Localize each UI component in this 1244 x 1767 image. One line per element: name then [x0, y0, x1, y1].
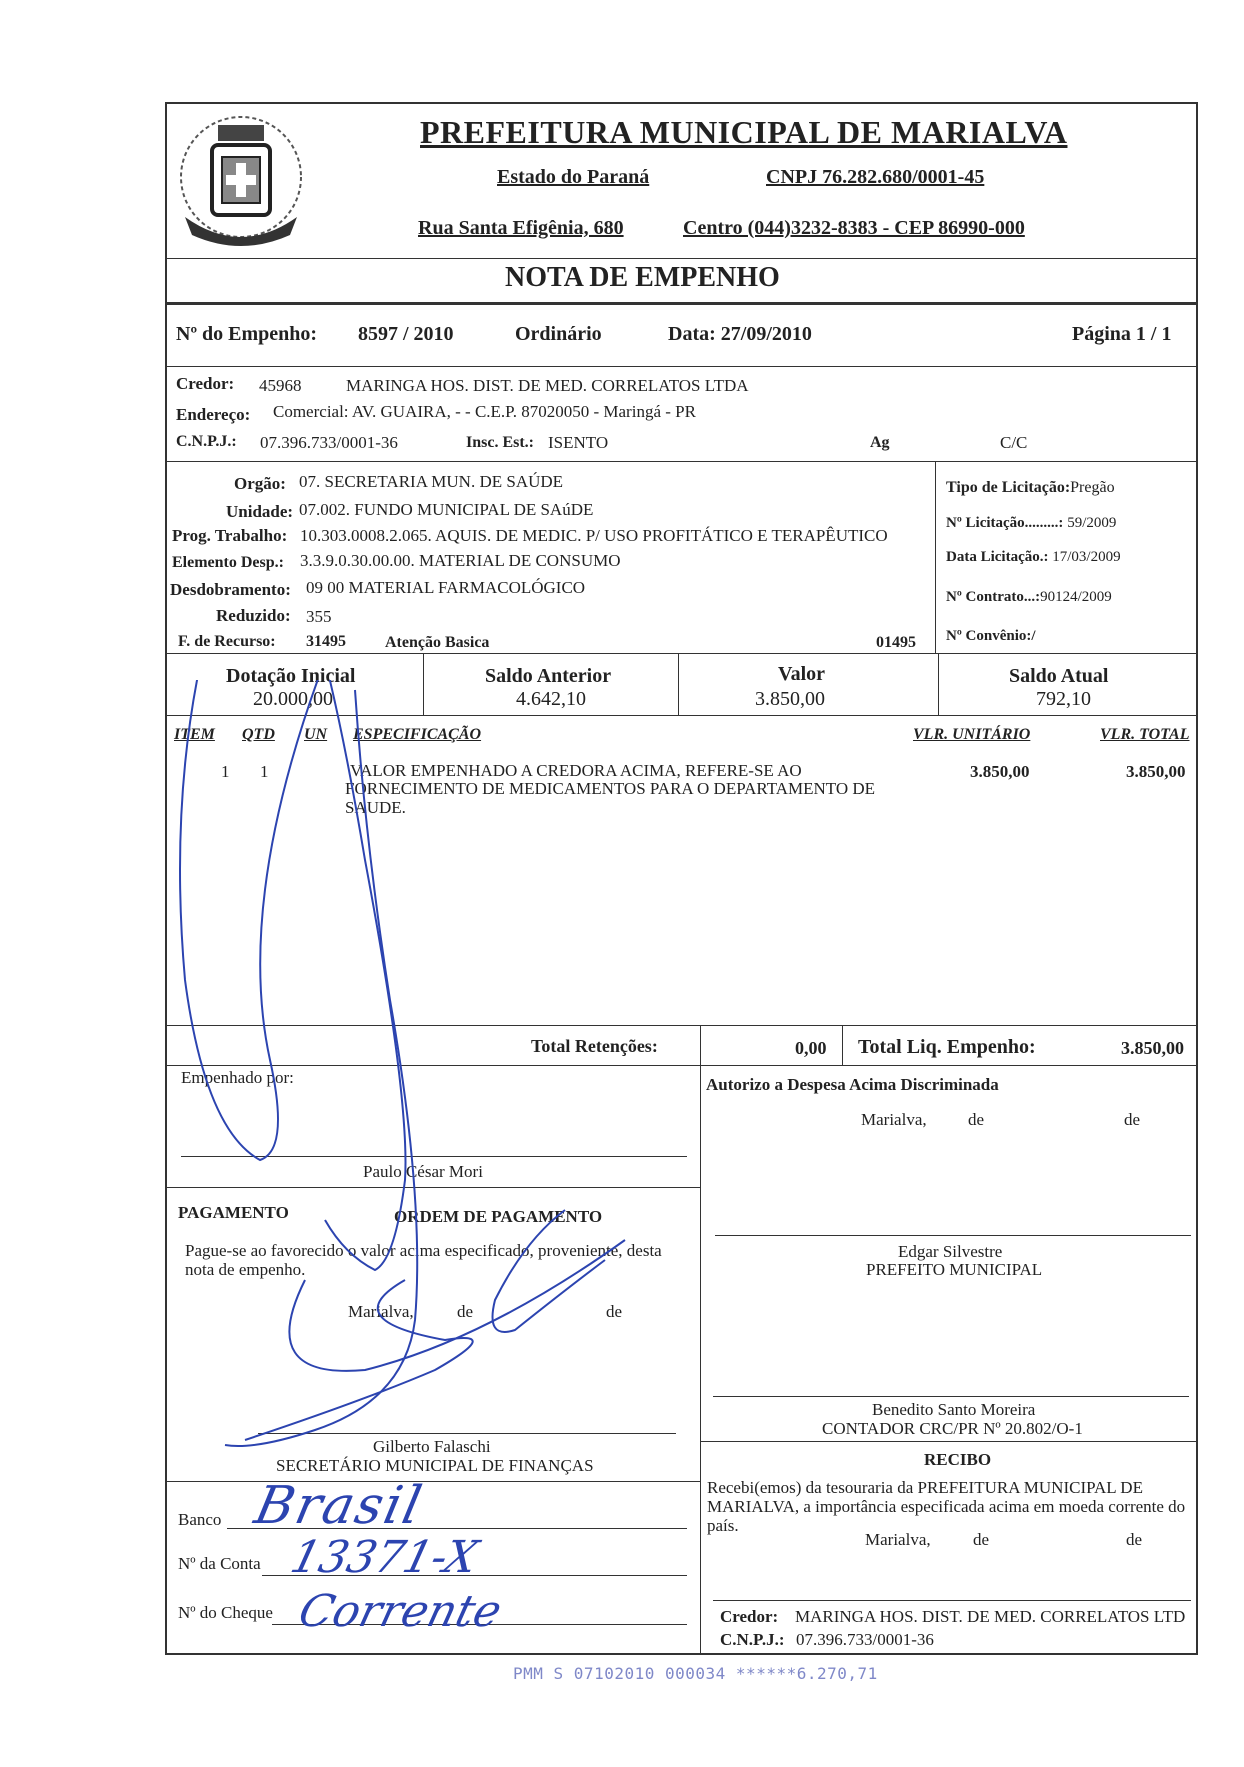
- divider: [935, 461, 936, 653]
- unidade-label: Unidade:: [226, 502, 294, 521]
- recurso-code: 01495: [876, 634, 916, 651]
- dotacao-label: Dotação Inicial: [226, 665, 356, 687]
- cc-label: C/C: [1000, 433, 1028, 452]
- retencoes-value: 0,00: [795, 1038, 827, 1058]
- col-un-header: UN: [304, 726, 328, 743]
- recibo-credor: MARINGA HOS. DIST. DE MED. CORRELATOS LTD: [795, 1607, 1186, 1626]
- header-title: PREFEITURA MUNICIPAL DE MARIALVA: [420, 114, 1068, 150]
- licit-num-label: [946, 515, 1116, 532]
- credor-label: Credor:: [176, 374, 235, 393]
- valor-value: 3.850,00: [755, 688, 825, 710]
- elemento-label: Elemento Desp.:: [172, 554, 284, 571]
- desdob-label: Desdobramento:: [170, 580, 291, 599]
- autorizo-de-2: de: [1124, 1110, 1141, 1129]
- contrato-value: 90124/2009: [1040, 589, 1112, 605]
- pagamento-de-1: de: [457, 1302, 474, 1321]
- secretario-role: SECRETÁRIO MUNICIPAL DE FINANÇAS: [276, 1456, 594, 1475]
- licit-data-label: [946, 549, 1121, 566]
- col-qtd-header: QTD: [242, 726, 275, 743]
- contrato-label: [946, 589, 1112, 606]
- pagamento-label: PAGAMENTO: [178, 1203, 289, 1222]
- credor-cnpj: 07.396.733/0001-36: [260, 433, 398, 452]
- header-address: Rua Santa Efigênia, 680: [418, 217, 624, 239]
- banco-label: Banco: [178, 1510, 222, 1529]
- saldo-atual-label: Saldo Atual: [1009, 665, 1109, 687]
- convenio-label: Nº Convênio:/: [946, 628, 1036, 644]
- recibo-cnpj: 07.396.733/0001-36: [796, 1630, 934, 1649]
- credor-code: 45968: [259, 376, 302, 395]
- recibo-de-2: de: [1126, 1530, 1143, 1549]
- credor-address: Comercial: AV. GUAIRA, - - C.E.P. 87020050 - Maringá - PR: [273, 402, 696, 421]
- contrato-label-text: Nº Contrato...:: [946, 589, 1041, 605]
- recibo-text-2: MARIALVA, a importância especificada acima em moeda corrente do: [707, 1497, 1186, 1516]
- divider: [165, 653, 1198, 654]
- divider: [842, 1025, 843, 1065]
- col-vtotal-header: VLR. TOTAL: [1100, 726, 1190, 743]
- prefeito-name: Edgar Silvestre: [898, 1242, 1003, 1261]
- contador-name: Benedito Santo Moreira: [872, 1400, 1036, 1419]
- recurso-value: 31495: [306, 633, 346, 650]
- autorizo-place: Marialva,: [861, 1110, 927, 1129]
- orgao-label: Orgão:: [234, 474, 286, 493]
- recibo-cnpj-label: C.N.P.J.:: [720, 1630, 785, 1649]
- autorizo-de-1: de: [968, 1110, 985, 1129]
- divider: [700, 1441, 1198, 1442]
- saldo-anterior-label: Saldo Anterior: [485, 665, 612, 687]
- empenho-page: Página 1 / 1: [1072, 323, 1172, 345]
- pagamento-text-2: nota de empenho.: [185, 1260, 306, 1279]
- divider: [938, 653, 939, 715]
- handwritten-cheque: Corrente: [293, 1586, 507, 1637]
- licit-data-label-text: Data Licitação.:: [946, 549, 1049, 565]
- col-esp-header: ESPECIFICAÇÃO: [353, 726, 482, 743]
- orgao-value: 07. SECRETARIA MUN. DE SAÚDE: [299, 472, 564, 491]
- empenho-number: 8597 / 2010: [358, 323, 454, 345]
- cheque-label: Nº do Cheque: [178, 1603, 273, 1622]
- signature-scribble: [165, 680, 705, 1460]
- row-item: 1: [221, 762, 230, 781]
- desdob-value: 09 00 MATERIAL FARMACOLÓGICO: [306, 578, 586, 597]
- handwritten-conta: 13371-X: [285, 1532, 483, 1583]
- liquido-label: Total Liq. Empenho:: [858, 1036, 1036, 1058]
- divider: [165, 461, 1198, 462]
- address-label: Endereço:: [176, 405, 251, 424]
- prefeito-role: PREFEITO MUNICIPAL: [866, 1260, 1043, 1279]
- recibo-text-1: Recebi(emos) da tesouraria da PREFEITURA MUNICIPAL DE: [707, 1478, 1143, 1497]
- ag-label: Ag: [870, 434, 890, 451]
- recurso-label: F. de Recurso:: [178, 633, 276, 650]
- col-vunit-header: VLR. UNITÁRIO: [913, 726, 1031, 743]
- retencoes-label: Total Retenções:: [531, 1036, 658, 1056]
- licit-tipo-label-text: Tipo de Licitação:: [946, 479, 1071, 496]
- machine-stamp: PMM S 07102010 000034 ******6.270,71: [513, 1664, 878, 1683]
- licit-tipo-value: Pregão: [1070, 479, 1115, 496]
- row-vtotal: 3.850,00: [1126, 762, 1186, 781]
- row-desc-2: FORNECIMENTO DE MEDICAMENTOS PARA O DEPARTAMENTO DE: [345, 779, 876, 798]
- dotacao-value: 20.000,00: [253, 688, 333, 710]
- recibo-credor-label: Credor:: [720, 1607, 779, 1626]
- empenhado-label: Empenhado por:: [181, 1068, 294, 1087]
- divider: [165, 302, 1198, 305]
- prog-value: 10.303.0008.2.065. AQUIS. DE MEDIC. P/ USO PROFITÁTICO E TERAPÊUTICO: [300, 526, 888, 545]
- pagamento-text-1: Pague-se ao favorecido o valor acima especificado, proveniente, desta: [185, 1241, 662, 1260]
- empenho-type: Ordinário: [515, 323, 602, 345]
- recibo-de-1: de: [973, 1530, 990, 1549]
- licit-num-value: 59/2009: [1067, 515, 1117, 531]
- insc-label: Insc. Est.:: [466, 434, 535, 451]
- licit-num-label-text: Nº Licitação.........:: [946, 515, 1064, 531]
- signature-line: [715, 1235, 1191, 1236]
- prog-label: Prog. Trabalho:: [172, 526, 288, 545]
- row-qtd: 1: [260, 762, 269, 781]
- ordem-label: ORDEM DE PAGAMENTO: [394, 1207, 603, 1226]
- recibo-text-3: país.: [707, 1516, 739, 1535]
- secretario-name: Gilberto Falaschi: [373, 1437, 491, 1456]
- row-vunit: 3.850,00: [970, 762, 1030, 781]
- licit-tipo-label: [946, 479, 1115, 497]
- contador-role: CONTADOR CRC/PR Nº 20.802/O-1: [822, 1419, 1083, 1438]
- saldo-anterior-value: 4.642,10: [516, 688, 586, 710]
- saldo-atual-value: 792,10: [1036, 688, 1091, 710]
- recibo-place: Marialva,: [865, 1530, 931, 1549]
- empenho-date: Data: 27/09/2010: [668, 323, 812, 345]
- autorizo-label: Autorizo a Despesa Acima Discriminada: [706, 1075, 999, 1094]
- unidade-value: 07.002. FUNDO MUNICIPAL DE SAúDE: [299, 500, 594, 519]
- divider: [165, 1481, 700, 1482]
- valor-label: Valor: [778, 663, 826, 685]
- handwritten-banco: Brasil: [249, 1476, 429, 1536]
- signature-line: [713, 1396, 1189, 1397]
- header-state: Estado do Paraná: [497, 166, 650, 188]
- signature-line: [713, 1600, 1191, 1601]
- pagamento-place: Marialva,: [348, 1302, 414, 1321]
- row-desc-3: SAUDE.: [345, 798, 406, 817]
- divider: [165, 258, 1198, 259]
- document-title: NOTA DE EMPENHO: [505, 262, 780, 293]
- liquido-value: 3.850,00: [1121, 1038, 1184, 1058]
- empenho-number-label: Nº do Empenho:: [176, 323, 318, 345]
- recurso-desc: Atenção Basica: [385, 634, 490, 651]
- divider: [165, 366, 1198, 367]
- pagamento-de-2: de: [606, 1302, 623, 1321]
- header-address-rest: Centro (044)3232-8383 - CEP 86990-000: [683, 217, 1025, 239]
- cnpj-label: C.N.P.J.:: [176, 433, 237, 450]
- row-desc-1: VALOR EMPENHADO A CREDORA ACIMA, REFERE-SE AO: [350, 761, 802, 780]
- conta-label: Nº da Conta: [178, 1554, 261, 1573]
- credor-insc: ISENTO: [548, 433, 609, 452]
- licit-data-value: 17/03/2009: [1052, 549, 1121, 565]
- col-item-header: ITEM: [174, 726, 215, 743]
- recibo-title: RECIBO: [924, 1450, 992, 1469]
- header-cnpj: CNPJ 76.282.680/0001-45: [766, 166, 985, 188]
- reduzido-value: 355: [306, 607, 332, 626]
- empenhado-name: Paulo César Mori: [363, 1162, 483, 1181]
- coat-of-arms-logo: [170, 107, 312, 257]
- reduzido-label: Reduzido:: [216, 606, 291, 625]
- elemento-value: 3.3.9.0.30.00.00. MATERIAL DE CONSUMO: [300, 551, 621, 570]
- credor-name: MARINGA HOS. DIST. DE MED. CORRELATOS LTDA: [346, 376, 749, 395]
